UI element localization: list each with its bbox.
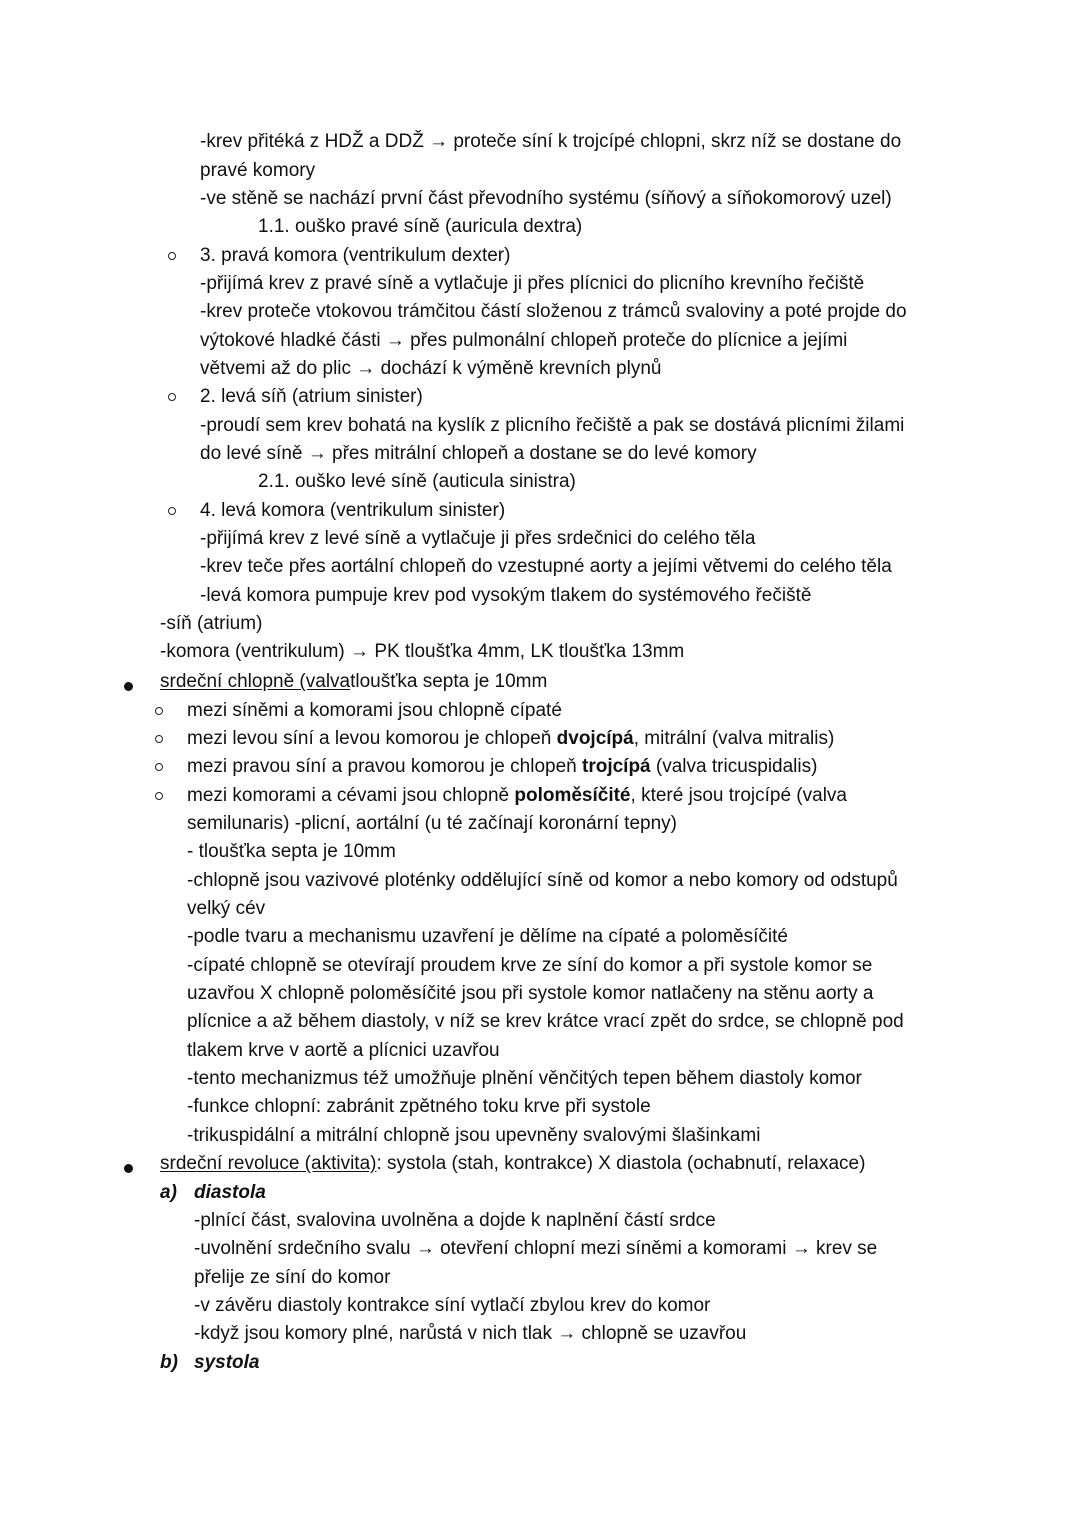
text-line: semilunaris) -plicní, aortální (u té začínají koronární tepny) — [187, 813, 677, 834]
tricuspid-valve-line: mezi pravou síní a pravou komorou je chlopeň trojcípá (valva tricuspidalis) — [187, 756, 818, 777]
text-line: 2. levá síň (atrium sinister) — [200, 386, 423, 407]
text-line: pravé komory — [200, 160, 316, 181]
text-line: do levé síně → přes mitrální chlopeň a dostane se do levé komory — [200, 443, 757, 464]
circle-bullet-icon — [168, 393, 176, 401]
circle-bullet-icon — [168, 252, 176, 260]
text-line: -když jsou komory plné, narůstá v nich tlak → chlopně se uzavřou — [194, 1323, 747, 1344]
text-line: výtokové hladké části → přes pulmonální chlopeň proteče do plícnice a jejími — [200, 330, 848, 351]
text-line: -krev teče přes aortální chlopeň do vzestupné aorty a jejími větvemi do celého těla — [200, 556, 892, 577]
text-line: -ve stěně se nachází první část převodního systému (síňový a síňokomorový uzel) — [200, 188, 892, 209]
text-line: 1.1. ouško pravé síně (auricula dextra) — [258, 216, 583, 237]
circle-bullet-icon — [155, 763, 163, 771]
text-line: přelije ze síní do komor — [194, 1267, 391, 1288]
text-line: -v závěru diastoly kontrakce síní vytlačí zbylou krev do komor — [194, 1295, 711, 1316]
text-line: - tloušťka septa je 10mm — [187, 841, 396, 862]
text-line: -cípaté chlopně se otevírají proudem krve ze síní do komor a při systole komor se — [187, 955, 873, 976]
mitral-valve-line: mezi levou síní a levou komorou je chlopeň dvojcípá, mitrální (valva mitralis) — [187, 728, 835, 749]
text-line: -uvolnění srdečního svalu → otevření chlopní mezi síněmi a komorami → krev se — [194, 1238, 878, 1259]
text-line: -komora (ventrikulum) → PK tloušťka 4mm, LK tloušťka 13mm — [160, 641, 685, 662]
text-line: tlakem krve v aortě a plícnici uzavřou — [187, 1040, 500, 1061]
text-line: plícnice a až během diastoly, v níž se krev krátce vrací zpět do srdce, se chlopně pod — [187, 1011, 904, 1032]
text-line: -tento mechanizmus též umožňuje plnění věnčitých tepen během diastoly komor — [187, 1068, 862, 1089]
text-line: uzavřou X chlopně poloměsíčité jsou při systole komor natlačeny na stěnu aorty a — [187, 983, 874, 1004]
circle-bullet-icon — [155, 707, 163, 715]
text-line: -plnící část, svalovina uvolněna a dojde k naplnění částí srdce — [194, 1210, 716, 1231]
text-line: 4. levá komora (ventrikulum sinister) — [200, 500, 506, 521]
text-line: -levá komora pumpuje krev pod vysokým tlakem do systémového řečiště — [200, 585, 812, 606]
semilunar-valve-line: mezi komorami a cévami jsou chlopně poloměsíčité, které jsou trojcípé (valva — [187, 785, 847, 806]
circle-bullet-icon — [155, 735, 163, 743]
text-line: -krev proteče vtokovou trámčitou částí složenou z trámců svaloviny a poté projde do — [200, 301, 907, 322]
diastola-label: a) — [160, 1182, 177, 1203]
circle-bullet-icon — [155, 792, 163, 800]
text-line: velký cév — [187, 898, 266, 919]
diastola-heading: diastola — [194, 1182, 266, 1203]
text-line: 3. pravá komora (ventrikulum dexter) — [200, 245, 511, 266]
bullet-dot-icon — [124, 1164, 133, 1173]
text-line: -síň (atrium) — [160, 613, 263, 634]
text-line: -přijímá krev z levé síně a vytlačuje ji přes srdečnici do celého těla — [200, 528, 756, 549]
circle-bullet-icon — [168, 507, 176, 515]
text-line: -podle tvaru a mechanismu uzavření je dělíme na cípaté a poloměsíčité — [187, 926, 788, 947]
text-line: -trikuspidální a mitrální chlopně jsou upevněny svalovými šlašinkami — [187, 1125, 761, 1146]
text-line: -proudí sem krev bohatá na kyslík z plicního řečiště a pak se dostává plicními žilami — [200, 415, 905, 436]
systola-heading: systola — [194, 1352, 260, 1373]
text-line: -funkce chlopní: zabránit zpětného toku krve při systole — [187, 1096, 651, 1117]
text-line: -chlopně jsou vazivové ploténky oddělující síně od komor a nebo komory od odstupů — [187, 870, 898, 891]
valves-heading: srdeční chlopně (valvatloušťka septa je 10mm — [160, 671, 548, 692]
text-line: 2.1. ouško levé síně (auticula sinistra) — [258, 471, 576, 492]
text-line: -krev přitéká z HDŽ a DDŽ → proteče síní k trojcípé chlopni, skrz níž se dostane do — [200, 131, 902, 152]
bullet-dot-icon — [124, 682, 133, 691]
text-line: mezi síněmi a komorami jsou chlopně cípaté — [187, 700, 562, 721]
systola-label: b) — [160, 1352, 178, 1373]
text-line: -přijímá krev z pravé síně a vytlačuje ji přes plícnici do plicního krevního řečiště — [200, 273, 865, 294]
revolution-heading: srdeční revoluce (aktivita): systola (stah, kontrakce) X diastola (ochabnutí, relaxace) — [160, 1153, 866, 1174]
text-line: větvemi až do plic → dochází k výměně krevních plynů — [200, 358, 662, 379]
